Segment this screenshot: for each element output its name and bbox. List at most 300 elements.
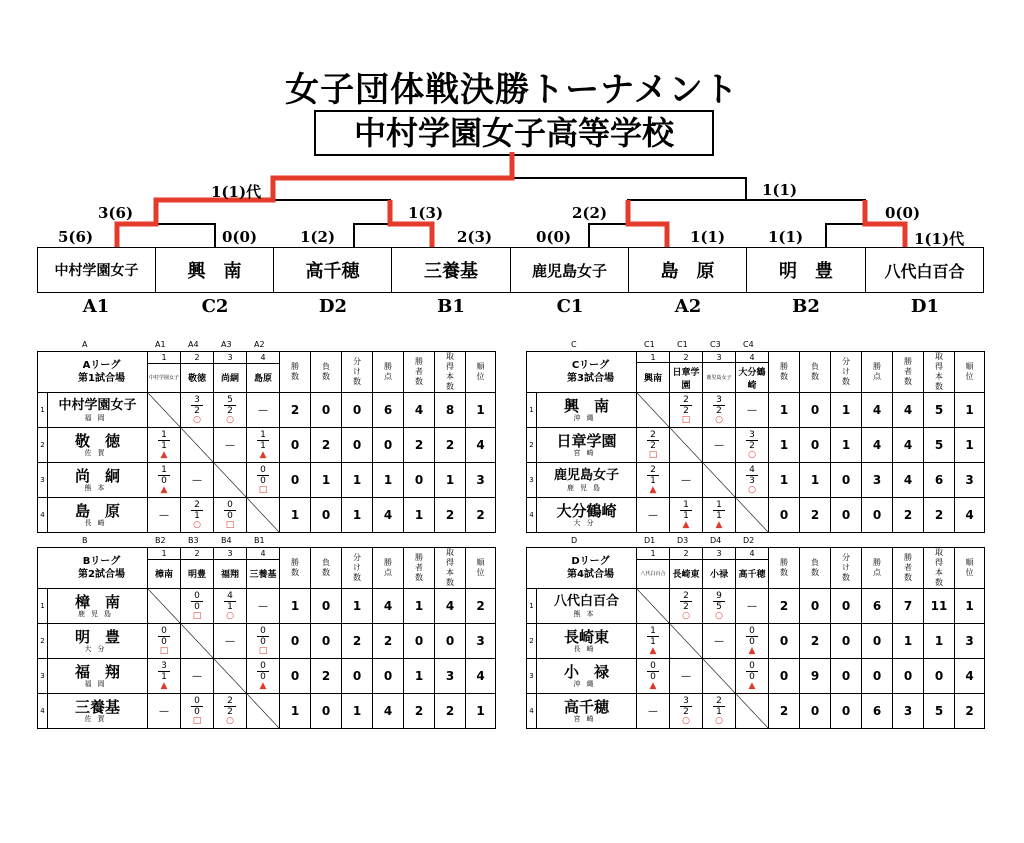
stat-value: 1 xyxy=(404,659,435,694)
stat-value: 0 xyxy=(404,463,435,498)
result-points: 1 xyxy=(158,440,170,451)
stat-header: 取得本数 xyxy=(435,548,466,589)
result-wins: 4 xyxy=(227,591,233,601)
result-points: 0 xyxy=(746,671,758,682)
result-points: 1 xyxy=(647,636,659,647)
row-number: 3 xyxy=(527,659,537,694)
row-number: 2 xyxy=(38,428,48,463)
row-number: 1 xyxy=(38,589,48,624)
result-points: 2 xyxy=(647,440,659,451)
stat-value: 1 xyxy=(404,589,435,624)
result-points: 0 xyxy=(191,601,203,612)
bye-cell: — xyxy=(637,694,670,729)
opponent-name: 小禄 xyxy=(703,559,736,588)
self-cell xyxy=(736,694,769,729)
team-name: 樟 南 xyxy=(74,593,120,611)
stat-value: 0 xyxy=(862,659,893,694)
result-points: 1 xyxy=(158,671,170,682)
stat-value: 1 xyxy=(404,498,435,533)
row-number: 4 xyxy=(527,498,537,533)
opponent-number: 3 xyxy=(703,352,736,363)
league-name: Dリーグ xyxy=(571,556,610,567)
result-cell xyxy=(148,463,181,498)
result-points: 1 xyxy=(224,601,236,612)
result-wins: 2 xyxy=(650,430,656,440)
self-cell xyxy=(670,624,703,659)
stat-value: 1 xyxy=(769,393,800,428)
stat-value: 0 xyxy=(831,659,862,694)
table-row xyxy=(38,393,496,428)
stat-value: 0 xyxy=(311,393,342,428)
opponent-number: 2 xyxy=(670,548,703,560)
result-mark: ○ xyxy=(682,716,690,726)
team-cell xyxy=(537,463,637,498)
opponent-code: B2 xyxy=(155,536,166,545)
stat-value: 0 xyxy=(280,463,311,498)
score-r1-1-left: 5(6) xyxy=(58,228,94,246)
bye-cell: — xyxy=(670,463,703,498)
self-cell xyxy=(214,659,247,694)
bracket-team-2: 興 南 xyxy=(155,247,274,293)
seed-5: C1 xyxy=(556,296,584,317)
stat-value: 3 xyxy=(893,694,924,729)
bye-cell: — xyxy=(214,624,247,659)
stat-value: 1 xyxy=(800,463,831,498)
result-mark: ▲ xyxy=(682,520,690,530)
result-cell xyxy=(637,463,670,498)
opponent-name: 八代白百合 xyxy=(637,559,670,588)
seed-6: A2 xyxy=(674,296,702,317)
result-mark: ○ xyxy=(715,415,723,425)
self-cell xyxy=(214,463,247,498)
result-mark: ▲ xyxy=(715,520,723,530)
stat-value: 7 xyxy=(893,589,924,624)
bye-cell: — xyxy=(637,498,670,533)
result-wins: 5 xyxy=(227,395,233,405)
team-location: 佐賀 xyxy=(84,715,111,723)
result-wins: 9 xyxy=(716,591,722,601)
result-wins: 0 xyxy=(194,696,200,706)
stat-value: 0 xyxy=(404,624,435,659)
result-cell xyxy=(247,659,280,694)
team-location: 佐賀 xyxy=(84,449,111,457)
result-mark: □ xyxy=(258,485,268,495)
score-r1-4-left: 1(1) xyxy=(768,228,804,246)
bye-cell: — xyxy=(247,589,280,624)
stat-value: 4 xyxy=(373,498,404,533)
result-wins: 0 xyxy=(260,626,266,636)
stat-value: 0 xyxy=(435,624,466,659)
result-points: 2 xyxy=(680,706,692,717)
result-cell xyxy=(214,393,247,428)
stat-value: 1 xyxy=(342,463,373,498)
stat-value: 4 xyxy=(435,589,466,624)
team-cell xyxy=(537,589,637,624)
team-name: 明 豊 xyxy=(74,628,120,646)
stat-value: 4 xyxy=(955,659,985,694)
result-cell xyxy=(736,428,769,463)
stat-value: 3 xyxy=(466,463,496,498)
result-points: 0 xyxy=(647,671,659,682)
stat-header: 取得本数 xyxy=(924,548,955,589)
stat-header: 分け数 xyxy=(342,352,373,393)
stat-value: 2 xyxy=(280,393,311,428)
stat-value: 6 xyxy=(862,589,893,624)
result-points: 1 xyxy=(713,510,725,521)
result-cell xyxy=(148,428,181,463)
league-title xyxy=(38,548,148,589)
team-cell xyxy=(48,694,148,729)
bracket-sf-2 xyxy=(628,200,865,224)
opponent-code: B1 xyxy=(254,536,265,545)
result-points: 2 xyxy=(224,706,236,717)
team-cell xyxy=(537,694,637,729)
stat-value: 0 xyxy=(311,589,342,624)
team-name: 鹿児島女子 xyxy=(553,468,619,483)
stat-value: 6 xyxy=(373,393,404,428)
result-mark: □ xyxy=(681,415,691,425)
team-location: 宮崎 xyxy=(573,449,600,457)
stat-header: 分け数 xyxy=(831,352,862,393)
stat-value: 0 xyxy=(800,428,831,463)
result-points: 0 xyxy=(191,706,203,717)
stat-header: 勝者数 xyxy=(893,352,924,393)
row-number: 1 xyxy=(527,393,537,428)
result-mark: ▲ xyxy=(160,681,168,691)
stat-header: 勝者数 xyxy=(404,352,435,393)
result-wins: 0 xyxy=(650,661,656,671)
result-mark: ▲ xyxy=(748,681,756,691)
table-row xyxy=(527,498,985,533)
result-cell xyxy=(703,589,736,624)
result-cell xyxy=(214,589,247,624)
stat-value: 0 xyxy=(862,624,893,659)
stat-value: 0 xyxy=(342,659,373,694)
result-mark: ▲ xyxy=(160,450,168,460)
opponent-name: 尚絅 xyxy=(214,363,247,392)
league-letter: A xyxy=(82,340,88,349)
stat-header: 勝点 xyxy=(862,352,893,393)
opponent-code: D1 xyxy=(644,536,656,545)
result-cell xyxy=(703,694,736,729)
stat-value: 9 xyxy=(800,659,831,694)
stat-value: 0 xyxy=(280,428,311,463)
opponent-name: 中村学園女子 xyxy=(148,363,181,392)
bracket-r1-2 xyxy=(354,224,432,247)
self-cell xyxy=(148,589,181,624)
stat-value: 2 xyxy=(373,624,404,659)
team-name: 敬 徳 xyxy=(74,432,120,450)
result-wins: 2 xyxy=(716,696,722,706)
result-mark: ▲ xyxy=(649,646,657,656)
result-mark: ▲ xyxy=(259,450,267,460)
opponent-number: 2 xyxy=(670,352,703,363)
stat-value: 2 xyxy=(435,498,466,533)
bye-cell: — xyxy=(214,428,247,463)
opponent-code: C1 xyxy=(644,340,655,349)
score-r1-2-left: 1(2) xyxy=(300,228,336,246)
stat-value: 2 xyxy=(435,694,466,729)
table-row xyxy=(38,589,496,624)
bracket-team-5: 鹿児島女子 xyxy=(510,247,629,293)
result-wins: 1 xyxy=(683,500,689,510)
row-number: 2 xyxy=(527,624,537,659)
result-wins: 2 xyxy=(683,395,689,405)
table-row xyxy=(38,498,496,533)
result-mark: ○ xyxy=(748,450,756,460)
row-number: 3 xyxy=(38,659,48,694)
stat-value: 4 xyxy=(893,463,924,498)
stat-value: 3 xyxy=(862,463,893,498)
result-wins: 0 xyxy=(227,500,233,510)
self-cell xyxy=(148,393,181,428)
table-row xyxy=(38,428,496,463)
opponent-number: 3 xyxy=(214,352,247,364)
stat-value: 4 xyxy=(373,589,404,624)
table-row xyxy=(38,624,496,659)
stat-header: 勝数 xyxy=(769,548,800,589)
result-mark: ○ xyxy=(193,415,201,425)
bye-cell: — xyxy=(670,659,703,694)
result-wins: 1 xyxy=(161,430,167,440)
result-mark: ○ xyxy=(682,611,690,621)
stat-header: 分け数 xyxy=(831,548,862,589)
stat-value: 1 xyxy=(831,393,862,428)
stat-value: 5 xyxy=(924,393,955,428)
row-number: 1 xyxy=(38,393,48,428)
self-cell xyxy=(247,694,280,729)
stat-header: 勝者数 xyxy=(404,548,435,589)
stat-value: 1 xyxy=(311,463,342,498)
score-final-left: 1(1)代 xyxy=(211,183,262,201)
result-cell xyxy=(181,393,214,428)
bracket-team-1: 中村学園女子 xyxy=(37,247,156,293)
stat-value: 5 xyxy=(924,428,955,463)
result-cell xyxy=(736,659,769,694)
stat-header: 勝数 xyxy=(280,548,311,589)
bye-cell: — xyxy=(736,393,769,428)
result-cell xyxy=(148,659,181,694)
result-mark: ○ xyxy=(715,611,723,621)
result-wins: 0 xyxy=(260,661,266,671)
opponent-code: D3 xyxy=(677,536,689,545)
opponent-number: 2 xyxy=(181,352,214,364)
opponent-code: A3 xyxy=(221,340,232,349)
opponent-number: 1 xyxy=(637,548,670,560)
opponent-name: 敬徳 xyxy=(181,363,214,392)
team-name: 高千穂 xyxy=(563,698,609,716)
result-mark: ○ xyxy=(226,611,234,621)
team-location: 鹿児島 xyxy=(567,484,606,492)
result-wins: 3 xyxy=(194,395,200,405)
opponent-code: B3 xyxy=(188,536,199,545)
stat-value: 0 xyxy=(862,498,893,533)
league-letter: D xyxy=(571,536,578,545)
stat-value: 2 xyxy=(769,694,800,729)
self-cell xyxy=(181,624,214,659)
stat-value: 4 xyxy=(466,659,496,694)
result-points: 0 xyxy=(257,475,269,486)
team-name: 日章学園 xyxy=(556,432,617,450)
team-location: 大分 xyxy=(573,519,600,527)
opponent-code: A4 xyxy=(188,340,199,349)
stat-value: 4 xyxy=(862,393,893,428)
score-sf-2-left: 2(2) xyxy=(572,204,608,222)
opponent-name: 島原 xyxy=(247,363,280,392)
stat-value: 4 xyxy=(955,498,985,533)
stat-header: 勝数 xyxy=(769,352,800,393)
team-cell xyxy=(48,428,148,463)
team-name: 中村学園女子 xyxy=(58,398,137,413)
team-name: 三養基 xyxy=(74,698,120,716)
league-title xyxy=(527,548,637,589)
stat-header: 勝点 xyxy=(862,548,893,589)
stat-value: 2 xyxy=(404,694,435,729)
result-points: 5 xyxy=(713,601,725,612)
result-mark: □ xyxy=(225,520,235,530)
stat-header: 分け数 xyxy=(342,548,373,589)
result-cell xyxy=(637,659,670,694)
stat-value: 4 xyxy=(862,428,893,463)
opponent-name: 明豊 xyxy=(181,559,214,588)
table-row xyxy=(38,694,496,729)
team-location: 熊本 xyxy=(84,484,111,492)
stat-value: 0 xyxy=(800,694,831,729)
stat-value: 1 xyxy=(373,463,404,498)
stat-header: 勝点 xyxy=(373,548,404,589)
stat-value: 2 xyxy=(893,498,924,533)
stat-value: 2 xyxy=(800,624,831,659)
result-points: 2 xyxy=(224,405,236,416)
result-wins: 0 xyxy=(194,591,200,601)
result-points: 2 xyxy=(713,405,725,416)
result-cell xyxy=(736,624,769,659)
team-location: 宮崎 xyxy=(573,715,600,723)
opponent-code: C1 xyxy=(677,340,688,349)
table-row xyxy=(527,463,985,498)
result-cell xyxy=(181,694,214,729)
league-table-b xyxy=(37,547,496,729)
bracket-sf-1 xyxy=(156,200,390,224)
result-points: 0 xyxy=(257,636,269,647)
stat-value: 2 xyxy=(769,589,800,624)
result-points: 1 xyxy=(191,510,203,521)
league-venue: 第2試合場 xyxy=(78,569,125,580)
opponent-name: 鹿児島女子 xyxy=(703,363,736,393)
result-cell xyxy=(247,428,280,463)
league-venue: 第4試合場 xyxy=(567,569,614,580)
result-mark: ○ xyxy=(193,520,201,530)
table-row xyxy=(38,463,496,498)
opponent-number: 2 xyxy=(181,548,214,560)
league-name: Bリーグ xyxy=(82,556,121,567)
seed-8: D1 xyxy=(910,296,940,317)
bracket-team-6: 島 原 xyxy=(628,247,747,293)
result-points: 1 xyxy=(257,440,269,451)
result-wins: 3 xyxy=(683,696,689,706)
result-wins: 0 xyxy=(161,626,167,636)
score-sf-1-right: 1(3) xyxy=(408,204,444,222)
result-mark: ○ xyxy=(226,716,234,726)
seed-1: A1 xyxy=(82,296,110,317)
stat-value: 2 xyxy=(311,428,342,463)
opponent-code: A2 xyxy=(254,340,265,349)
stat-value: 1 xyxy=(280,498,311,533)
team-cell xyxy=(48,393,148,428)
team-location: 沖縄 xyxy=(573,680,600,688)
score-r1-4-right: 1(1)代 xyxy=(914,230,965,248)
result-points: 0 xyxy=(158,475,170,486)
bracket-team-7: 明 豊 xyxy=(746,247,866,293)
stat-value: 8 xyxy=(435,393,466,428)
result-mark: ▲ xyxy=(649,485,657,495)
result-points: 1 xyxy=(647,475,659,486)
team-location: 長崎 xyxy=(573,645,600,653)
stat-header: 勝点 xyxy=(373,352,404,393)
stat-value: 1 xyxy=(435,463,466,498)
result-wins: 3 xyxy=(716,395,722,405)
bracket-team-3: 高千穂 xyxy=(273,247,392,293)
self-cell xyxy=(637,589,670,624)
table-row xyxy=(527,624,985,659)
opponent-number: 3 xyxy=(214,548,247,560)
bye-cell: — xyxy=(247,393,280,428)
result-wins: 0 xyxy=(260,465,266,475)
stat-value: 2 xyxy=(404,428,435,463)
result-wins: 2 xyxy=(194,500,200,510)
bracket-r1-3 xyxy=(589,224,667,247)
seed-4: B1 xyxy=(437,296,465,317)
result-points: 0 xyxy=(158,636,170,647)
result-wins: 3 xyxy=(749,430,755,440)
team-location: 大分 xyxy=(84,645,111,653)
opponent-name: 福翔 xyxy=(214,559,247,588)
stat-header: 順位 xyxy=(466,352,496,393)
stat-header: 順位 xyxy=(955,548,985,589)
team-cell xyxy=(48,498,148,533)
opponent-number: 4 xyxy=(736,548,769,560)
opponent-name: 樟南 xyxy=(148,559,181,588)
team-cell xyxy=(537,428,637,463)
stat-value: 1 xyxy=(280,589,311,624)
stat-value: 0 xyxy=(800,589,831,624)
stat-value: 2 xyxy=(955,694,985,729)
stat-value: 0 xyxy=(311,498,342,533)
stat-value: 0 xyxy=(831,463,862,498)
result-wins: 4 xyxy=(749,465,755,475)
team-location: 熊本 xyxy=(573,610,600,618)
stat-header: 順位 xyxy=(955,352,985,393)
team-name: 八代白百合 xyxy=(553,594,619,609)
result-cell xyxy=(670,589,703,624)
stat-value: 1 xyxy=(924,624,955,659)
stat-value: 2 xyxy=(466,589,496,624)
result-cell xyxy=(736,463,769,498)
result-points: 0 xyxy=(746,636,758,647)
result-mark: ▲ xyxy=(259,681,267,691)
bye-cell: — xyxy=(148,498,181,533)
league-name: Cリーグ xyxy=(571,360,610,371)
stat-value: 0 xyxy=(831,589,862,624)
stat-value: 5 xyxy=(924,694,955,729)
stat-value: 0 xyxy=(373,428,404,463)
self-cell xyxy=(736,498,769,533)
team-location: 福岡 xyxy=(84,414,111,422)
result-cell xyxy=(181,589,214,624)
team-location: 長崎 xyxy=(84,519,111,527)
result-cell xyxy=(181,498,214,533)
result-points: 0 xyxy=(224,510,236,521)
